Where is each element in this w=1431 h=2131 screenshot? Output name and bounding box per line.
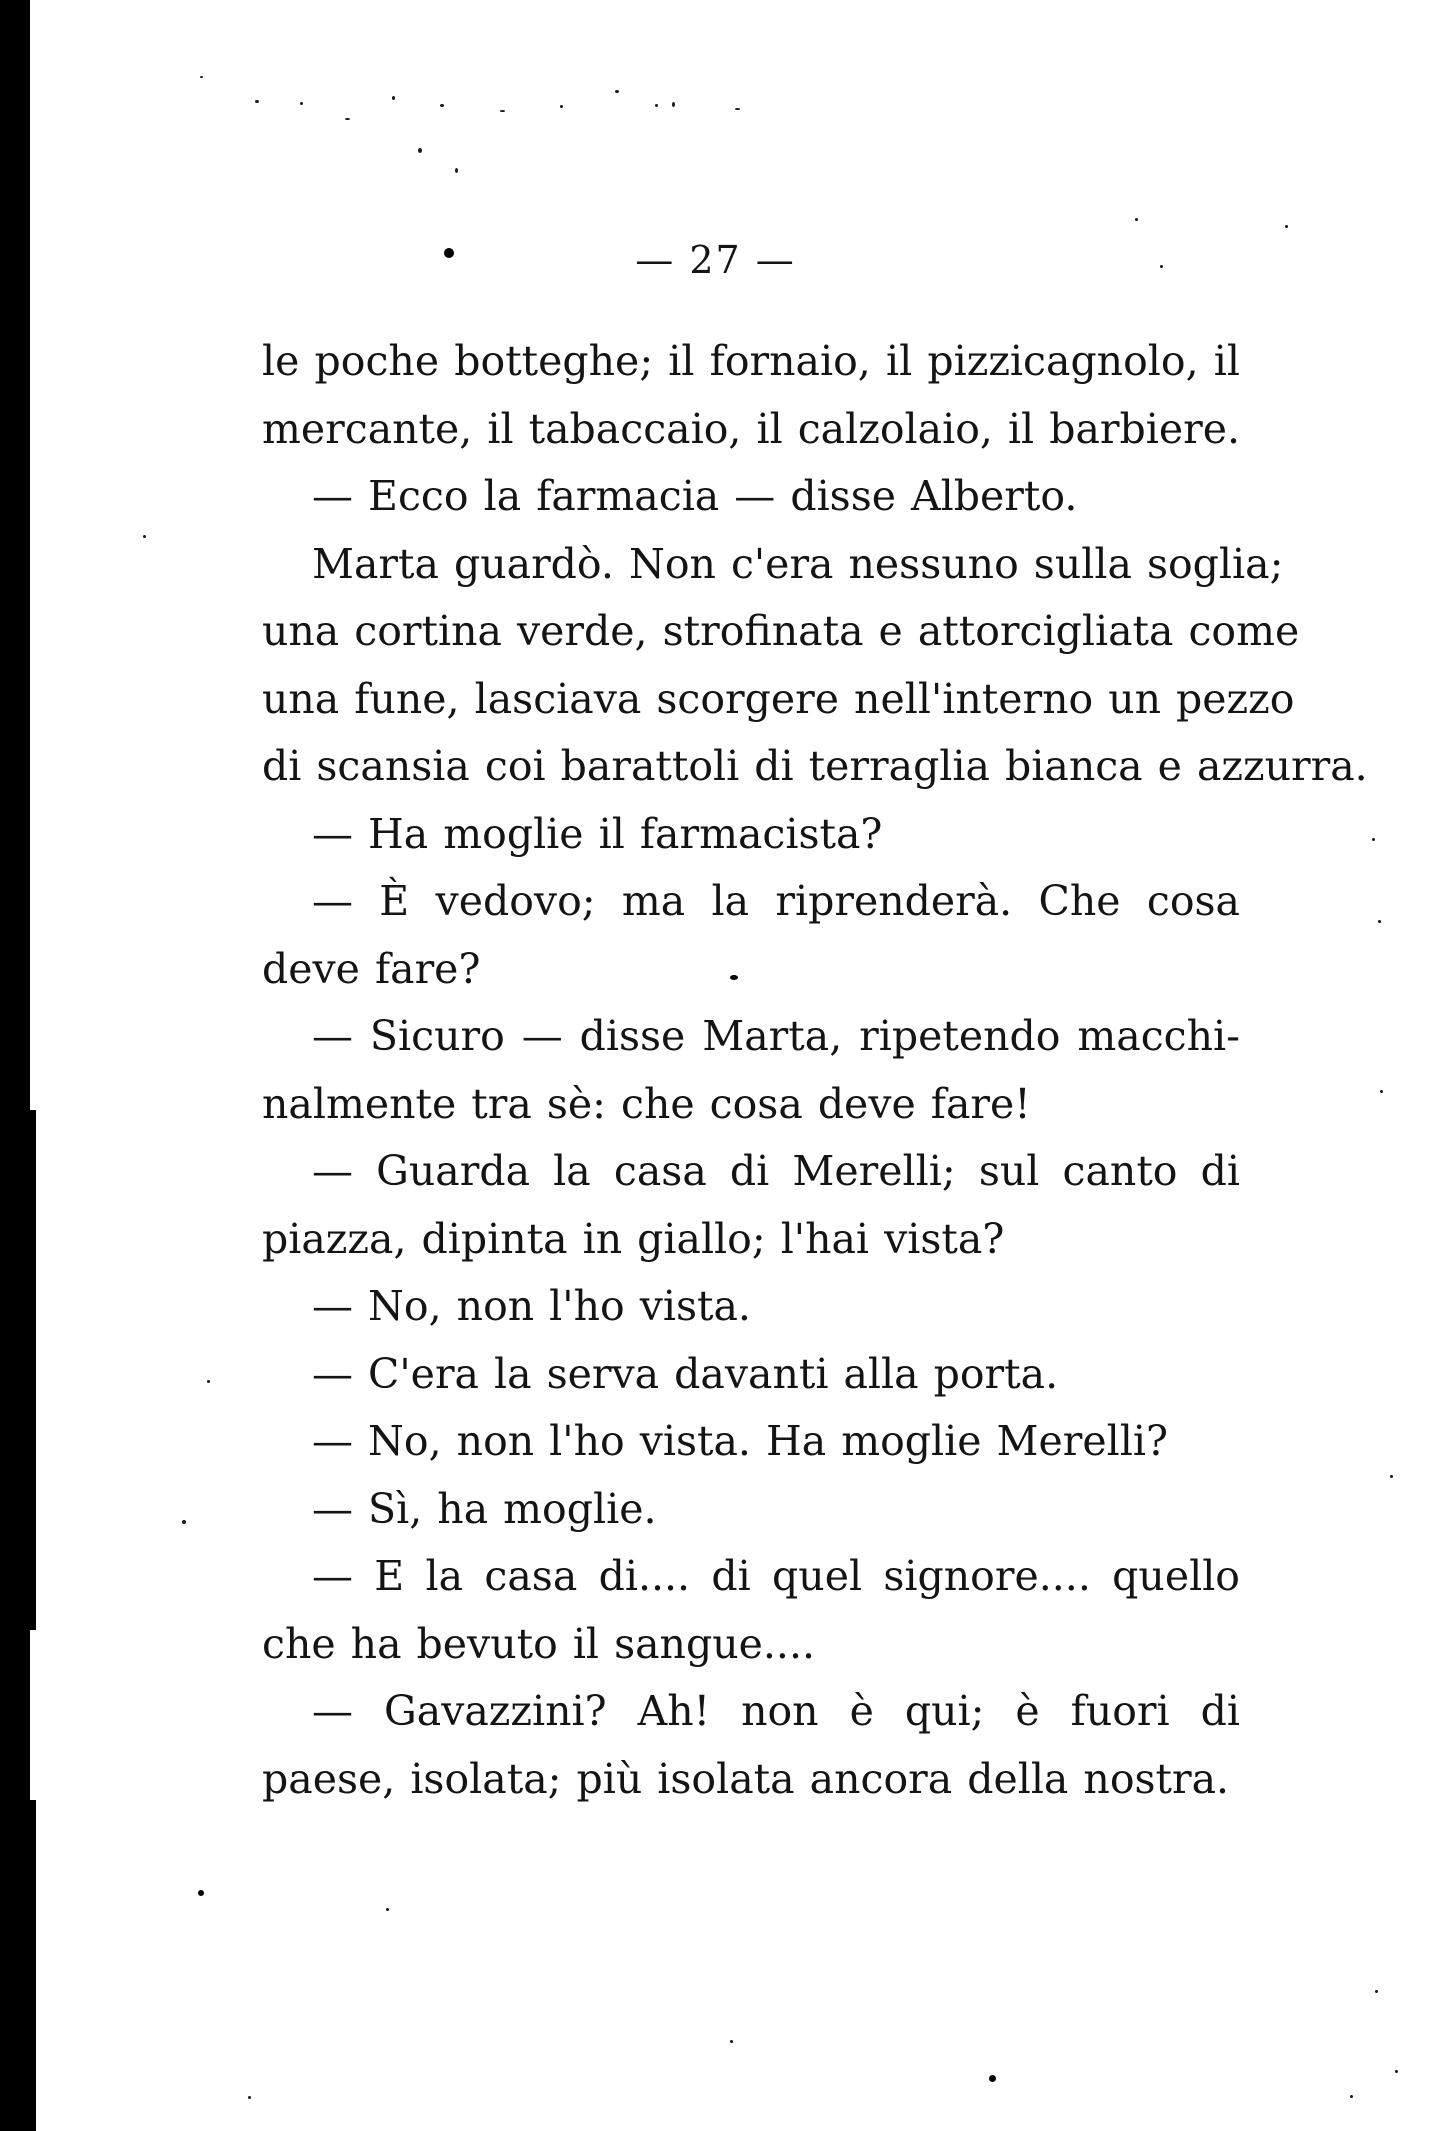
- scan-speck: [989, 2075, 996, 2082]
- text-line: — Ecco la farmacia — disse Alberto.: [312, 472, 1078, 520]
- scan-speck: [655, 104, 658, 107]
- text-line: paese, isolata; più isolata ancora della nostra.: [262, 1754, 1230, 1803]
- scan-speck: [730, 2040, 733, 2043]
- scan-speck: [386, 1908, 389, 1911]
- text-line: deve fare?: [262, 944, 481, 993]
- scan-speck: [560, 105, 563, 108]
- scan-speck: [1375, 1990, 1378, 1993]
- scan-speck: [1350, 2095, 1353, 2098]
- scan-speck: [392, 96, 395, 100]
- scan-speck: [1135, 218, 1138, 221]
- page-number: — 27 —: [635, 238, 796, 282]
- text-line: una cortina verde, strofinata e attorcigliata come: [262, 607, 1300, 655]
- text-line: — No, non l'ho vista. Ha moglie Merelli?: [312, 1417, 1168, 1465]
- text-line: — Sicuro — disse Marta, ripetendo macchi-: [312, 1012, 1240, 1060]
- text-line: — Guarda la casa di Merelli; sul canto di: [312, 1147, 1240, 1195]
- scan-speck: [440, 104, 444, 107]
- scan-speck: [500, 110, 505, 112]
- scan-speck: [248, 2096, 251, 2099]
- text-line: mercante, il tabaccaio, il calzolaio, il barbiere.: [262, 404, 1241, 453]
- text-line: — Gavazzini? Ah! non è qui; è fuori di: [312, 1687, 1240, 1735]
- scan-speck: [1390, 1475, 1393, 1478]
- scan-speck: [198, 1890, 204, 1896]
- text-line: — Ha moglie il farmacista?: [312, 809, 883, 858]
- text-line: nalmente tra sè: che cosa deve fare!: [262, 1079, 1031, 1128]
- text-line: — E la casa di.... di quel signore.... quello: [312, 1552, 1240, 1600]
- scan-speck: [1380, 1090, 1383, 1093]
- scan-speck: [455, 168, 458, 173]
- scan-speck: [143, 535, 146, 538]
- body-text: [262, 328, 1368, 1813]
- text-line: piazza, dipinta in giallo; l'hai vista?: [262, 1214, 1005, 1263]
- text-line: che ha bevuto il sangue....: [262, 1619, 816, 1668]
- binding-shadow: [24, 1110, 36, 1630]
- scan-speck: [300, 102, 303, 105]
- text-line: — No, non l'ho vista.: [312, 1282, 751, 1330]
- scan-speck: [200, 76, 203, 78]
- scan-speck: [1285, 225, 1288, 228]
- scan-speck: [1378, 920, 1381, 923]
- scan-speck: [615, 90, 619, 93]
- scan-speck: [255, 100, 259, 103]
- scan-speck: [345, 118, 350, 120]
- scan-speck: [207, 1380, 210, 1383]
- text-line: di scansia coi barattoli di terraglia bianca e azzurra.: [262, 742, 1368, 790]
- text-line: — È vedovo; ma la riprenderà. Che cosa: [312, 877, 1240, 925]
- scan-speck: [735, 108, 740, 110]
- scan-speck: [672, 102, 675, 107]
- text-line: Marta guardò. Non c'era nessuno sulla soglia;: [312, 539, 1284, 588]
- scan-speck: [418, 148, 422, 153]
- scan-speck: [182, 1520, 186, 1524]
- scan-speck: [1372, 838, 1375, 841]
- text-line: — Sì, ha moglie.: [312, 1484, 657, 1533]
- scan-speck: [1395, 2070, 1398, 2073]
- text-line: — C'era la serva davanti alla porta.: [312, 1349, 1059, 1398]
- text-line: una fune, lasciava scorgere nell'interno un pezzo: [262, 674, 1295, 723]
- binding-shadow: [26, 1800, 36, 2131]
- text-line: le poche botteghe; il fornaio, il pizzicagnolo, il: [262, 337, 1240, 385]
